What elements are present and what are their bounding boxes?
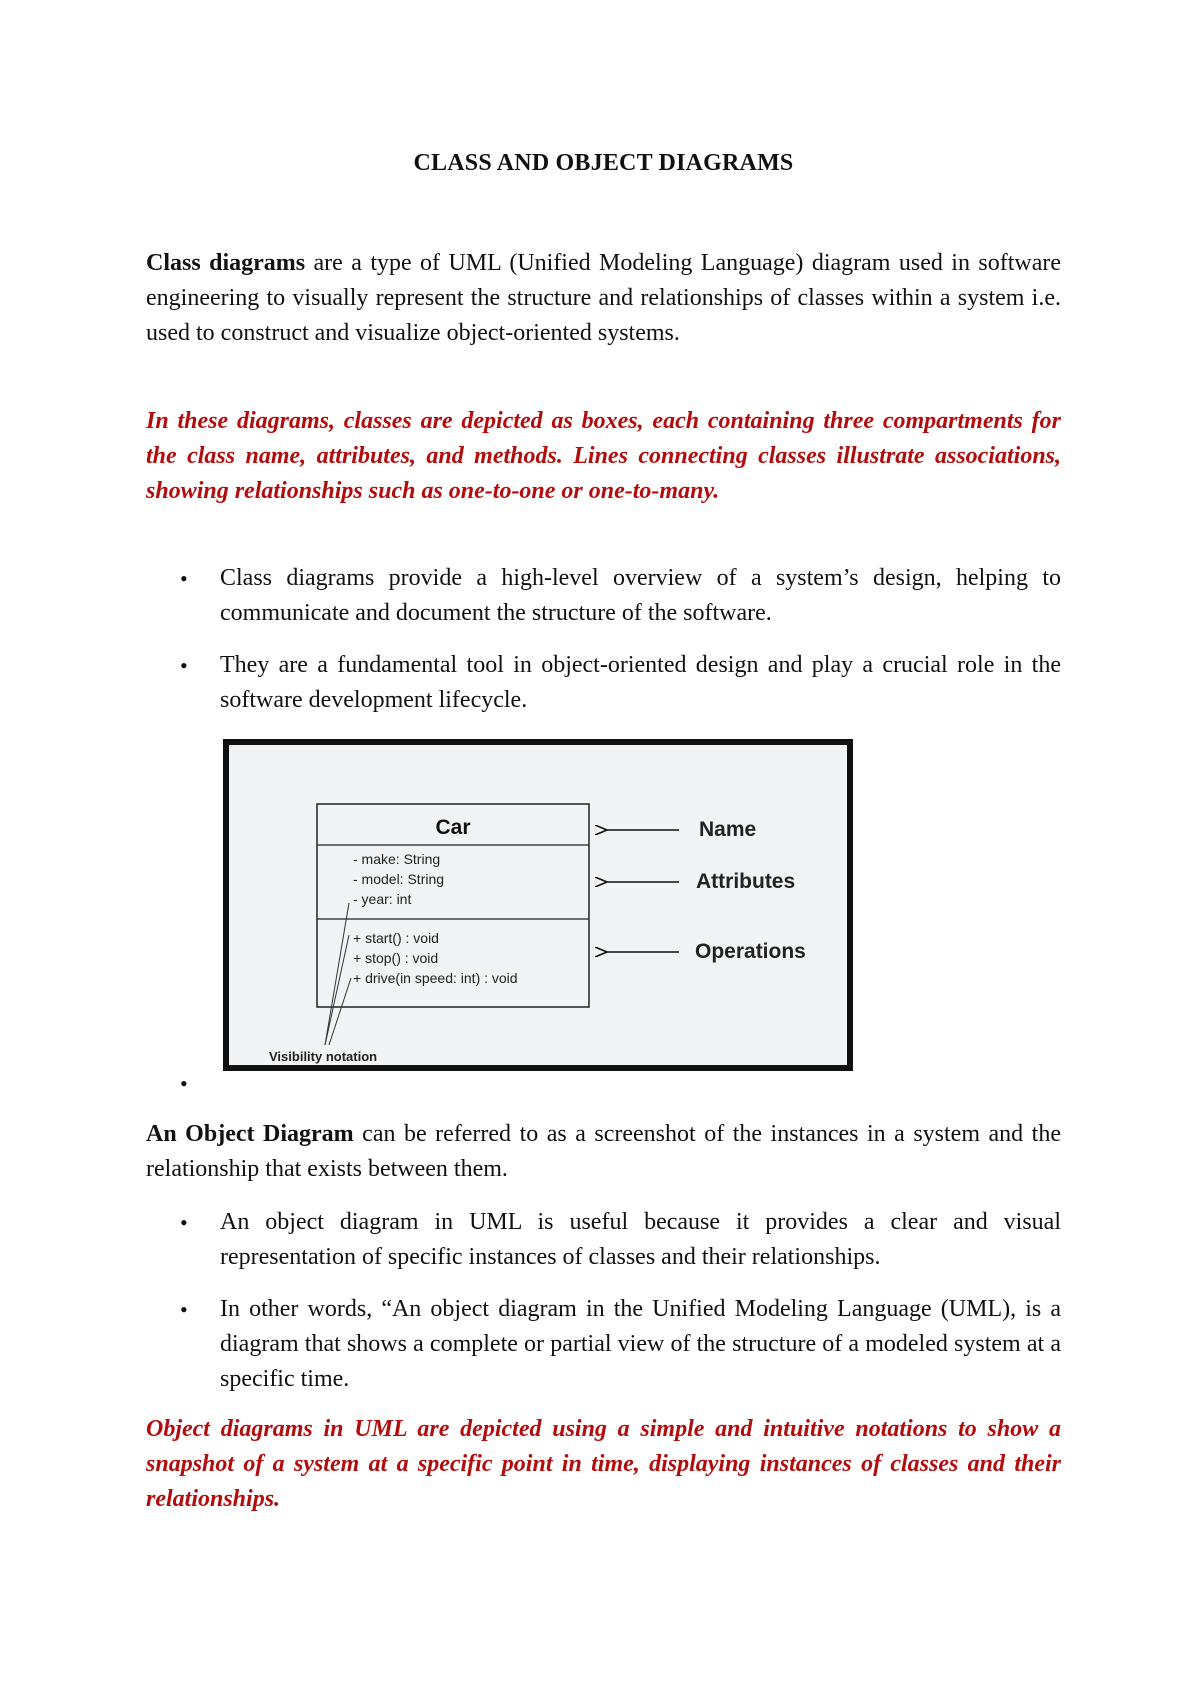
bullet-icon: • (180, 1071, 188, 1096)
object-diagram-term: An Object Diagram (146, 1121, 354, 1147)
list-item-text: They are a fundamental tool in object-oriented design and play a crucial role in the software development lifecycle. (220, 652, 1061, 713)
class-diagram-emphasis: In these diagrams, classes are depicted as boxes, each containing three compartments for the class name, attributes, and methods. Lines connecting classes illustrate associations, showing relationships such as one-to-one or one-to-many. (146, 408, 1061, 504)
uml-class-diagram (229, 745, 847, 1065)
list-item-text: Class diagrams provide a high-level overview of a system’s design, helping to communicate and document the structure of the software. (220, 565, 1061, 626)
object-diagram-intro (146, 1117, 1061, 1187)
attribute-model: - model: String (353, 871, 445, 887)
class-diagrams-term: Class diagrams (146, 250, 306, 276)
list-item-text: In other words, “An object diagram in the Unified Modeling Language (UML), is a diagram that shows a complete or partial view of the structure of a modeled system at a specific time. (220, 1296, 1061, 1392)
bullet-icon: • (180, 1210, 188, 1235)
attribute-year: - year: int (353, 891, 412, 907)
operation-start: + start() : void (353, 930, 439, 946)
label-operations: Operations (695, 940, 806, 963)
label-name: Name (699, 818, 757, 841)
operation-stop: + stop() : void (353, 950, 439, 966)
bullet-icon: • (180, 1297, 188, 1322)
document-title: CLASS AND OBJECT DIAGRAMS (413, 150, 794, 176)
list-item-text: An object diagram in UML is useful because it provides a clear and visual representation of specific instances of classes and their relationships. (220, 1209, 1061, 1270)
operation-drive: + drive(in speed: int) : void (353, 970, 518, 986)
object-diagram-emphasis: Object diagrams in UML are depicted using a simple and intuitive notations to show a snapshot of a system at a specific point in time, displaying instances of classes and their relationships. (146, 1416, 1061, 1512)
list-item (146, 561, 1061, 631)
pointer-line (325, 903, 349, 1045)
pointer-line (325, 935, 349, 1045)
list-item (146, 1292, 1061, 1397)
class-diagram-intro (146, 246, 1061, 351)
list-item (146, 1205, 1061, 1275)
uml-class-figure (223, 739, 853, 1071)
visibility-notation-label: Visibility notation (269, 1049, 378, 1064)
list-item (146, 648, 1061, 718)
label-attributes: Attributes (696, 870, 796, 893)
class-diagrams-definition: are a type of UML (Unified Modeling Language) diagram used in software engineering to visually represent the structure and relationships of classes within a system i.e. used to construct and visualize object-oriented systems. (146, 250, 1061, 346)
class-name: Car (435, 816, 471, 839)
object-diagram-definition: can be referred to as a screenshot of the instances in a system and the relationship that exists between them. (146, 1121, 1061, 1182)
object-diagram-bullets (146, 1205, 1061, 1414)
class-diagram-bullets (146, 561, 1061, 735)
attribute-make: - make: String (353, 851, 441, 867)
bullet-icon: • (180, 566, 188, 591)
bullet-icon: • (180, 653, 188, 678)
